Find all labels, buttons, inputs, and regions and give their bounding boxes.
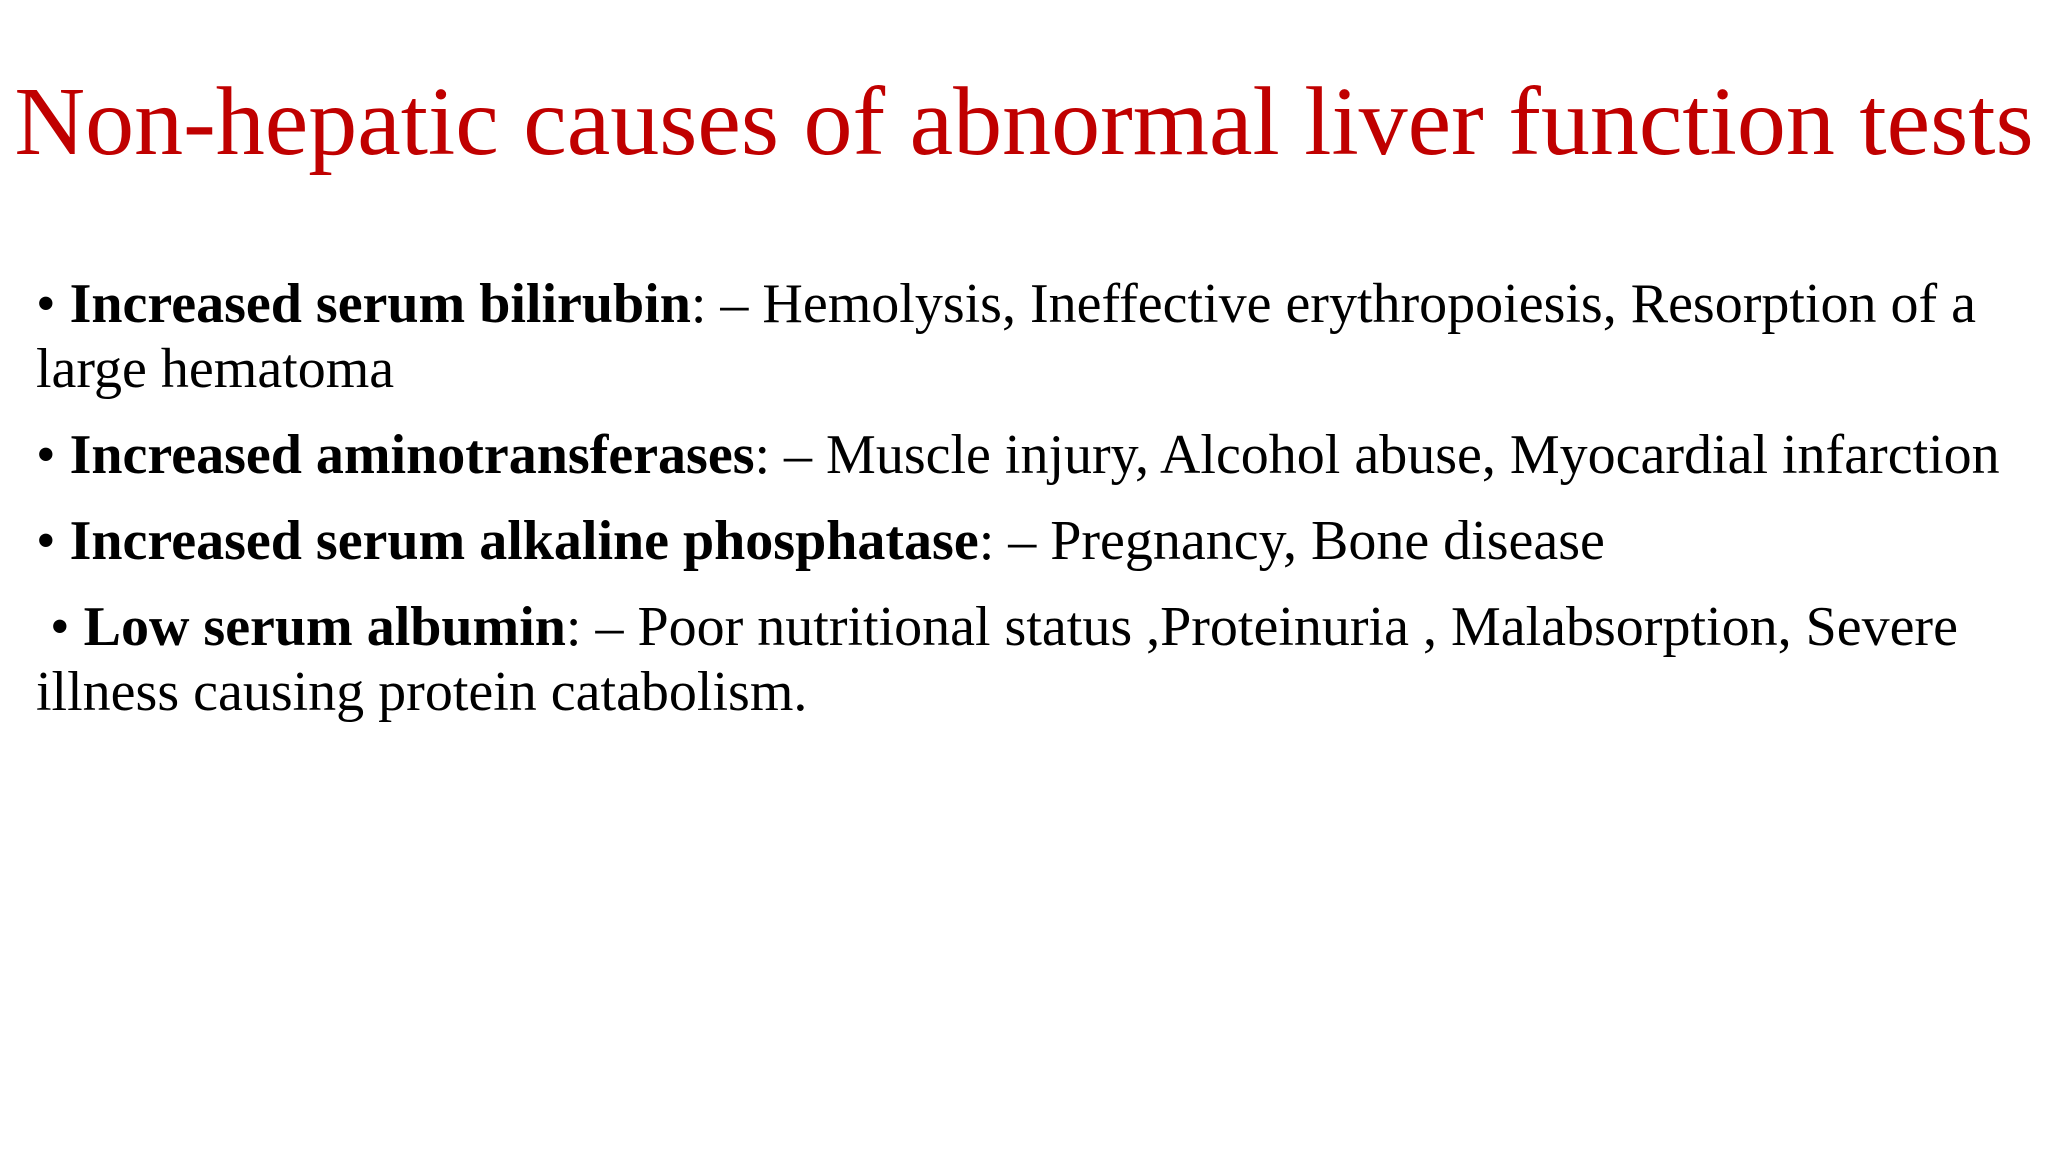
bullet-text: : – Hemolysis, Ineffective erythropoiesis, Resorption of a large hematoma [36,273,1976,400]
bullet-list [36,272,2016,746]
bullet-text: : – Muscle injury, Alcohol abuse, Myocardial infarction [754,424,2000,486]
bullet-text: : – Pregnancy, Bone disease [978,510,1605,572]
bullet-item-bilirubin [36,272,2016,402]
bullet-item-albumin [36,595,2016,725]
bullet-item-alkaline-phosphatase [36,509,2016,574]
bullet-term: Increased serum bilirubin [69,273,691,335]
bullet-marker: • [36,273,56,335]
bullet-item-aminotransferases [36,423,2016,488]
bullet-term: Increased aminotransferases [69,424,755,486]
bullet-text: : – Poor nutritional status ,Proteinuria , Malabsorption, Severe illness causing protein catabolism. [36,596,1958,723]
bullet-term: Increased serum alkaline phosphatase [69,510,979,572]
bullet-term: Low serum albumin [83,596,566,658]
bullet-marker: • [36,510,56,572]
bullet-marker: • [36,424,56,486]
slide-title: Non-hepatic causes of abnormal liver function tests [14,68,2034,176]
bullet-marker: • [50,596,70,658]
